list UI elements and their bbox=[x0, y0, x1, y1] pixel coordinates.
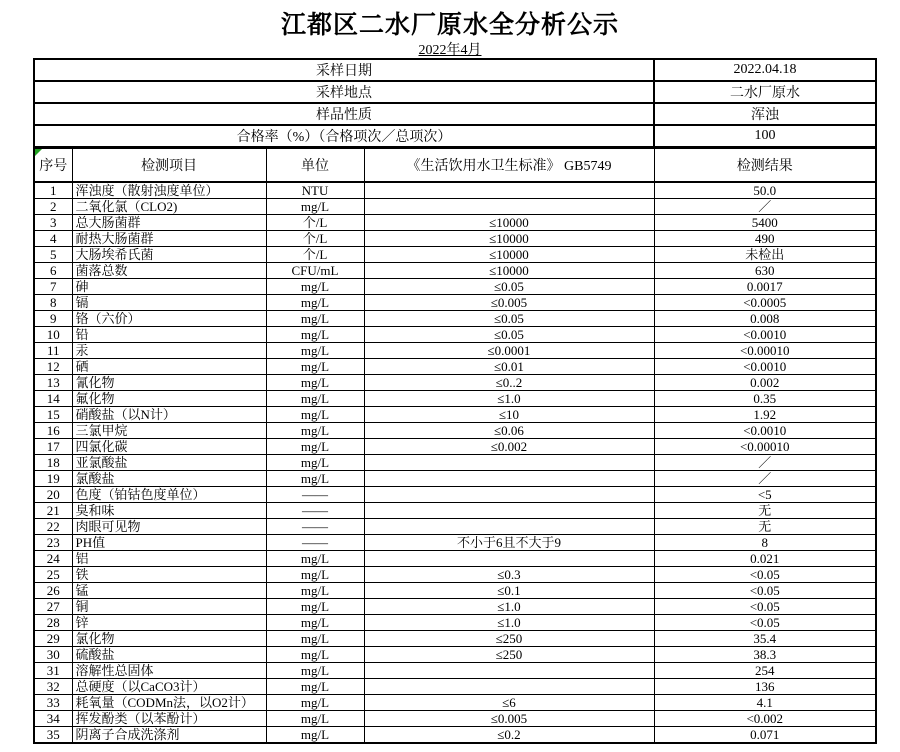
cell-unit: CFU/mL bbox=[266, 263, 364, 279]
table-row bbox=[34, 599, 876, 615]
cell-standard: ≤0.002 bbox=[364, 439, 654, 455]
cell-seq-no: 1 bbox=[34, 182, 72, 199]
table-row bbox=[34, 647, 876, 663]
cell-result: <5 bbox=[654, 487, 876, 503]
cell-standard bbox=[364, 551, 654, 567]
cell-unit: 个/L bbox=[266, 215, 364, 231]
info-row bbox=[34, 125, 876, 147]
cell-seq-no: 8 bbox=[34, 295, 72, 311]
cell-standard: ≤1.0 bbox=[364, 615, 654, 631]
cell-standard bbox=[364, 199, 654, 215]
cell-test-item: 氯化物 bbox=[72, 631, 266, 647]
cell-unit: mg/L bbox=[266, 599, 364, 615]
table-row bbox=[34, 455, 876, 471]
table-row bbox=[34, 407, 876, 423]
cell-standard bbox=[364, 679, 654, 695]
table-row bbox=[34, 519, 876, 535]
cell-result: <0.0010 bbox=[654, 423, 876, 439]
cell-result: 630 bbox=[654, 263, 876, 279]
cell-standard: ≤0.005 bbox=[364, 711, 654, 727]
cell-seq-no: 19 bbox=[34, 471, 72, 487]
table-row bbox=[34, 503, 876, 519]
cell-seq-no: 34 bbox=[34, 711, 72, 727]
cell-result: <0.00010 bbox=[654, 439, 876, 455]
cell-result: 0.0017 bbox=[654, 279, 876, 295]
cell-seq-no: 12 bbox=[34, 359, 72, 375]
cell-result: <0.0010 bbox=[654, 359, 876, 375]
cell-unit: mg/L bbox=[266, 407, 364, 423]
cell-result: <0.05 bbox=[654, 599, 876, 615]
table-row bbox=[34, 311, 876, 327]
cell-test-item: 铁 bbox=[72, 567, 266, 583]
header-unit: 单位 bbox=[266, 148, 364, 182]
analysis-table bbox=[33, 147, 877, 744]
cell-test-item: 镉 bbox=[72, 295, 266, 311]
cell-test-item: 氟化物 bbox=[72, 391, 266, 407]
cell-test-item: 耐热大肠菌群 bbox=[72, 231, 266, 247]
cell-corner-marker-icon bbox=[35, 149, 42, 156]
cell-standard: ≤10000 bbox=[364, 215, 654, 231]
cell-result: <0.0005 bbox=[654, 295, 876, 311]
cell-unit: mg/L bbox=[266, 711, 364, 727]
cell-test-item: 菌落总数 bbox=[72, 263, 266, 279]
header-seq-no bbox=[34, 148, 72, 182]
cell-unit: mg/L bbox=[266, 375, 364, 391]
cell-test-item: 二氧化氯（CLO2) bbox=[72, 199, 266, 215]
cell-standard: ≤0.1 bbox=[364, 583, 654, 599]
cell-test-item: 汞 bbox=[72, 343, 266, 359]
cell-test-item: 总硬度（以CaCO3计） bbox=[72, 679, 266, 695]
cell-unit: mg/L bbox=[266, 439, 364, 455]
cell-unit: mg/L bbox=[266, 551, 364, 567]
cell-seq-no: 17 bbox=[34, 439, 72, 455]
cell-unit: 个/L bbox=[266, 247, 364, 263]
cell-result: 未检出 bbox=[654, 247, 876, 263]
cell-seq-no: 4 bbox=[34, 231, 72, 247]
cell-seq-no: 29 bbox=[34, 631, 72, 647]
cell-test-item: 氯酸盐 bbox=[72, 471, 266, 487]
cell-unit: mg/L bbox=[266, 359, 364, 375]
header-result: 检测结果 bbox=[654, 148, 876, 182]
cell-seq-no: 23 bbox=[34, 535, 72, 551]
cell-test-item: 挥发酚类（以苯酚计） bbox=[72, 711, 266, 727]
cell-standard bbox=[364, 455, 654, 471]
table-header-row bbox=[34, 148, 876, 182]
info-label-cell: 样品性质 bbox=[34, 103, 654, 125]
table-row bbox=[34, 679, 876, 695]
cell-result: 1.92 bbox=[654, 407, 876, 423]
cell-unit: —— bbox=[266, 503, 364, 519]
table-row bbox=[34, 631, 876, 647]
cell-unit: mg/L bbox=[266, 647, 364, 663]
cell-test-item: 总大肠菌群 bbox=[72, 215, 266, 231]
cell-standard: ≤0..2 bbox=[364, 375, 654, 391]
cell-test-item: 四氯化碳 bbox=[72, 439, 266, 455]
cell-test-item: 硝酸盐（以N计） bbox=[72, 407, 266, 423]
cell-seq-no: 21 bbox=[34, 503, 72, 519]
cell-unit: mg/L bbox=[266, 583, 364, 599]
table-row bbox=[34, 423, 876, 439]
table-row bbox=[34, 263, 876, 279]
analysis-table-body bbox=[34, 182, 876, 743]
cell-seq-no: 16 bbox=[34, 423, 72, 439]
table-row bbox=[34, 199, 876, 215]
cell-standard: ≤6 bbox=[364, 695, 654, 711]
cell-standard: ≤1.0 bbox=[364, 599, 654, 615]
cell-unit: —— bbox=[266, 487, 364, 503]
info-table-body bbox=[34, 59, 876, 147]
cell-result: <0.05 bbox=[654, 615, 876, 631]
table-row bbox=[34, 711, 876, 727]
cell-result: ／ bbox=[654, 471, 876, 487]
cell-test-item: 硫酸盐 bbox=[72, 647, 266, 663]
table-row bbox=[34, 439, 876, 455]
analysis-table-head bbox=[34, 148, 876, 182]
cell-standard: ≤10000 bbox=[364, 231, 654, 247]
table-row bbox=[34, 375, 876, 391]
cell-result: 50.0 bbox=[654, 182, 876, 199]
cell-unit: mg/L bbox=[266, 727, 364, 744]
header-test-item: 检测项目 bbox=[72, 148, 266, 182]
table-row bbox=[34, 487, 876, 503]
cell-unit: mg/L bbox=[266, 663, 364, 679]
cell-seq-no: 7 bbox=[34, 279, 72, 295]
cell-test-item: 阴离子合成洗涤剂 bbox=[72, 727, 266, 744]
cell-unit: —— bbox=[266, 519, 364, 535]
table-row bbox=[34, 182, 876, 199]
cell-seq-no: 11 bbox=[34, 343, 72, 359]
cell-seq-no: 22 bbox=[34, 519, 72, 535]
cell-seq-no: 24 bbox=[34, 551, 72, 567]
cell-standard: ≤250 bbox=[364, 631, 654, 647]
cell-result: 0.021 bbox=[654, 551, 876, 567]
header-standard: 《生活饮用水卫生标准》 GB5749 bbox=[364, 148, 654, 182]
cell-unit: mg/L bbox=[266, 199, 364, 215]
table-row bbox=[34, 567, 876, 583]
cell-standard: ≤0.0001 bbox=[364, 343, 654, 359]
info-value-cell: 二水厂原水 bbox=[654, 81, 876, 103]
cell-seq-no: 27 bbox=[34, 599, 72, 615]
cell-unit: mg/L bbox=[266, 471, 364, 487]
table-row bbox=[34, 695, 876, 711]
cell-result: 136 bbox=[654, 679, 876, 695]
cell-unit: mg/L bbox=[266, 327, 364, 343]
cell-seq-no: 5 bbox=[34, 247, 72, 263]
cell-seq-no: 10 bbox=[34, 327, 72, 343]
cell-test-item: 色度（铂钴色度单位） bbox=[72, 487, 266, 503]
info-value-cell: 100 bbox=[654, 125, 876, 147]
info-label-cell: 采样日期 bbox=[34, 59, 654, 81]
cell-standard: ≤0.01 bbox=[364, 359, 654, 375]
info-row bbox=[34, 103, 876, 125]
cell-standard bbox=[364, 519, 654, 535]
cell-result: <0.05 bbox=[654, 567, 876, 583]
info-row bbox=[34, 59, 876, 81]
cell-unit: mg/L bbox=[266, 567, 364, 583]
cell-result: 8 bbox=[654, 535, 876, 551]
cell-standard: ≤10000 bbox=[364, 263, 654, 279]
cell-result: 0.071 bbox=[654, 727, 876, 744]
cell-result: 5400 bbox=[654, 215, 876, 231]
table-row bbox=[34, 279, 876, 295]
cell-result: <0.002 bbox=[654, 711, 876, 727]
cell-test-item: 溶解性总固体 bbox=[72, 663, 266, 679]
cell-test-item: 砷 bbox=[72, 279, 266, 295]
table-row bbox=[34, 663, 876, 679]
cell-test-item: 锌 bbox=[72, 615, 266, 631]
cell-result: 0.008 bbox=[654, 311, 876, 327]
cell-standard: ≤10 bbox=[364, 407, 654, 423]
header-seq-no-label: 序号 bbox=[39, 159, 68, 174]
cell-standard bbox=[364, 487, 654, 503]
cell-result: 无 bbox=[654, 503, 876, 519]
cell-standard: ≤250 bbox=[364, 647, 654, 663]
cell-test-item: 耗氧量（CODMn法，以O2计） bbox=[72, 695, 266, 711]
cell-seq-no: 13 bbox=[34, 375, 72, 391]
cell-unit: mg/L bbox=[266, 391, 364, 407]
table-row bbox=[34, 583, 876, 599]
cell-standard bbox=[364, 182, 654, 199]
cell-standard bbox=[364, 503, 654, 519]
cell-unit: mg/L bbox=[266, 343, 364, 359]
cell-result: 无 bbox=[654, 519, 876, 535]
cell-standard: ≤0.2 bbox=[364, 727, 654, 744]
cell-seq-no: 26 bbox=[34, 583, 72, 599]
cell-test-item: 肉眼可见物 bbox=[72, 519, 266, 535]
cell-test-item: 铜 bbox=[72, 599, 266, 615]
cell-seq-no: 32 bbox=[34, 679, 72, 695]
table-row bbox=[34, 231, 876, 247]
cell-seq-no: 28 bbox=[34, 615, 72, 631]
table-row bbox=[34, 391, 876, 407]
cell-standard: ≤0.3 bbox=[364, 567, 654, 583]
cell-result: <0.0010 bbox=[654, 327, 876, 343]
table-row bbox=[34, 215, 876, 231]
page-title: 江都区二水厂原水全分析公示 bbox=[280, 10, 619, 39]
cell-seq-no: 15 bbox=[34, 407, 72, 423]
cell-test-item: 三氯甲烷 bbox=[72, 423, 266, 439]
table-row bbox=[34, 359, 876, 375]
cell-standard: ≤0.05 bbox=[364, 279, 654, 295]
cell-seq-no: 14 bbox=[34, 391, 72, 407]
info-value-cell: 浑浊 bbox=[654, 103, 876, 125]
cell-seq-no: 31 bbox=[34, 663, 72, 679]
cell-standard: ≤0.05 bbox=[364, 327, 654, 343]
cell-result: 0.002 bbox=[654, 375, 876, 391]
cell-unit: mg/L bbox=[266, 423, 364, 439]
cell-unit: mg/L bbox=[266, 311, 364, 327]
cell-test-item: 氰化物 bbox=[72, 375, 266, 391]
cell-result: ／ bbox=[654, 199, 876, 215]
info-label-cell: 采样地点 bbox=[34, 81, 654, 103]
cell-standard: ≤1.0 bbox=[364, 391, 654, 407]
cell-seq-no: 3 bbox=[34, 215, 72, 231]
cell-seq-no: 33 bbox=[34, 695, 72, 711]
cell-seq-no: 9 bbox=[34, 311, 72, 327]
cell-seq-no: 35 bbox=[34, 727, 72, 744]
report-month: 2022年4月 bbox=[418, 43, 482, 58]
cell-standard: ≤0.005 bbox=[364, 295, 654, 311]
cell-result: 38.3 bbox=[654, 647, 876, 663]
cell-test-item: 铅 bbox=[72, 327, 266, 343]
cell-standard: 不小于6且不大于9 bbox=[364, 535, 654, 551]
table-row bbox=[34, 343, 876, 359]
cell-seq-no: 18 bbox=[34, 455, 72, 471]
cell-unit: mg/L bbox=[266, 631, 364, 647]
cell-unit: mg/L bbox=[266, 679, 364, 695]
cell-test-item: PH值 bbox=[72, 535, 266, 551]
cell-result: 0.35 bbox=[654, 391, 876, 407]
cell-standard bbox=[364, 663, 654, 679]
cell-result: <0.05 bbox=[654, 583, 876, 599]
cell-test-item: 大肠埃希氏菌 bbox=[72, 247, 266, 263]
cell-unit: 个/L bbox=[266, 231, 364, 247]
cell-unit: mg/L bbox=[266, 695, 364, 711]
cell-unit: NTU bbox=[266, 182, 364, 199]
cell-test-item: 锰 bbox=[72, 583, 266, 599]
cell-test-item: 亚氯酸盐 bbox=[72, 455, 266, 471]
cell-unit: mg/L bbox=[266, 295, 364, 311]
cell-test-item: 铬（六价） bbox=[72, 311, 266, 327]
cell-result: 4.1 bbox=[654, 695, 876, 711]
cell-unit: mg/L bbox=[266, 279, 364, 295]
table-row bbox=[34, 247, 876, 263]
cell-test-item: 硒 bbox=[72, 359, 266, 375]
cell-unit: mg/L bbox=[266, 455, 364, 471]
table-row bbox=[34, 535, 876, 551]
cell-unit: —— bbox=[266, 535, 364, 551]
cell-seq-no: 25 bbox=[34, 567, 72, 583]
info-table bbox=[33, 58, 877, 148]
cell-standard: ≤0.05 bbox=[364, 311, 654, 327]
cell-standard: ≤10000 bbox=[364, 247, 654, 263]
cell-result: 35.4 bbox=[654, 631, 876, 647]
cell-seq-no: 20 bbox=[34, 487, 72, 503]
cell-result: <0.00010 bbox=[654, 343, 876, 359]
table-row bbox=[34, 615, 876, 631]
cell-result: 490 bbox=[654, 231, 876, 247]
table-row bbox=[34, 327, 876, 343]
info-value-cell: 2022.04.18 bbox=[654, 59, 876, 81]
table-row bbox=[34, 471, 876, 487]
cell-result: ／ bbox=[654, 455, 876, 471]
info-row bbox=[34, 81, 876, 103]
cell-seq-no: 2 bbox=[34, 199, 72, 215]
cell-seq-no: 6 bbox=[34, 263, 72, 279]
cell-test-item: 臭和味 bbox=[72, 503, 266, 519]
cell-test-item: 浑浊度（散射浊度单位） bbox=[72, 182, 266, 199]
cell-test-item: 铝 bbox=[72, 551, 266, 567]
table-row bbox=[34, 551, 876, 567]
table-row bbox=[34, 727, 876, 744]
cell-unit: mg/L bbox=[266, 615, 364, 631]
info-label-cell: 合格率（%）（合格项次／总项次） bbox=[34, 125, 654, 147]
cell-seq-no: 30 bbox=[34, 647, 72, 663]
table-row bbox=[34, 295, 876, 311]
cell-standard bbox=[364, 471, 654, 487]
cell-standard: ≤0.06 bbox=[364, 423, 654, 439]
cell-result: 254 bbox=[654, 663, 876, 679]
